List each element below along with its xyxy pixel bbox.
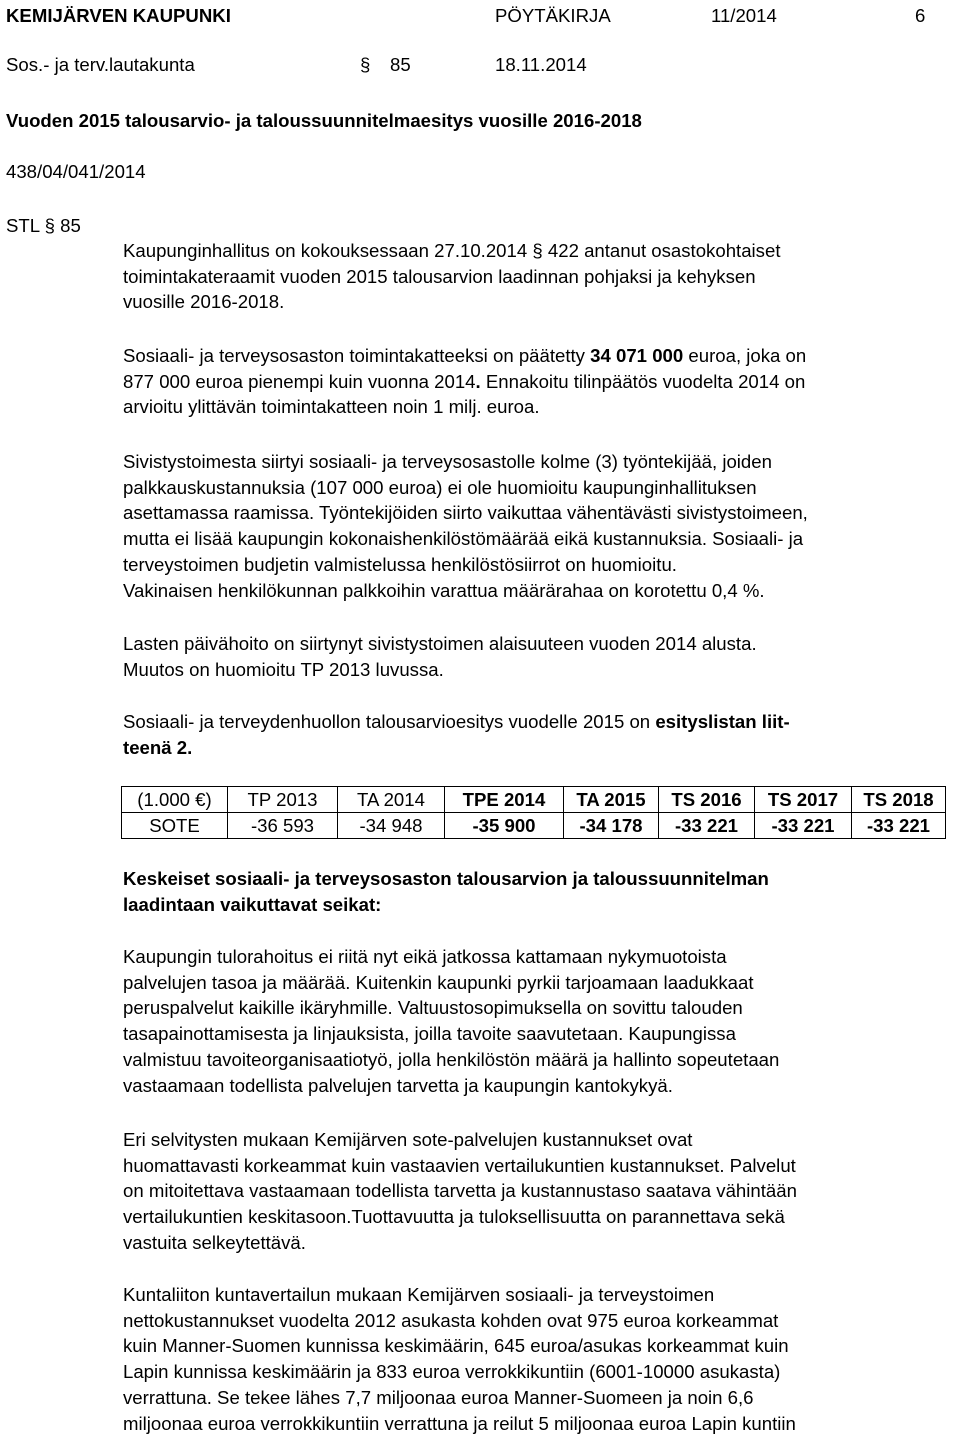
text-line: terveystoimen budjetin valmistelussa henkilöstösiirrot on huomioitu. [123,553,677,575]
attachment-reference: esityslistan liit- [655,711,790,732]
text-line: valmistuu tavoiteorganisaatiotyö, jolla henkilöstön määrä ja hallinto sopeutetaan [123,1048,780,1070]
text-line: vertailukuntien keskitasoon.Tuottavuutta ja tuloksellisuutta on parannettava sekä [123,1206,785,1228]
text-line: mutta ei lisää kaupungin kokonaishenkilöstömäärää eikä kustannuksia. Sosiaali- ja [123,528,804,550]
text-line: Kaupungin tulorahoitus ei riitä nyt eikä jatkossa kattamaan nykymuotoista [123,946,727,967]
text-line: vuosille 2016-2018. [123,291,285,313]
text-line: Lapin kunnissa keskimäärin ja 833 euroa verrokkikuntiin (6001-10000 asukasta) [123,1361,781,1383]
table-header-cell: TP 2013 [228,787,338,813]
table-header-cell: TPE 2014 [445,787,564,813]
table-cell: SOTE [122,813,228,839]
organization-name: KEMIJÄRVEN KAUPUNKI [6,5,231,26]
table-header-cell: TA 2015 [564,787,659,813]
section-number: 85 [390,54,411,75]
table-cell: -36 593 [228,813,338,839]
text-line: palvelujen tasoa ja määrää. Kuitenkin kaupunki pyrkii tarjoamaan laadukkaat [123,971,754,993]
paragraph-budget-frames [123,238,953,315]
budget-table [121,786,946,839]
text-line: Sivistystoimesta siirtyi sosiaali- ja terveysosastolle kolme (3) työntekijää, joiden [123,451,772,472]
stl-section-symbol: § [44,215,55,236]
table-cell: -35 900 [445,813,564,839]
text-run: Ennakoitu tilinpäätös vuodelta 2014 on [480,370,806,392]
text-line: palkkauskustannuksia (107 000 euroa) ei ole huomioitu kaupunginhallituksen [123,476,757,498]
paragraph-municipal-comparison [123,1282,953,1436]
section-symbol: § [532,240,543,261]
text-line: arvioitu ylittävän toimintakatteen noin 1 milj. euroa. [123,396,540,418]
text-line: Vakinaisen henkilökunnan palkkoihin varattua määrärahaa on korotettu 0,4 %. [123,579,765,601]
text-line: verrattuna. Se tekee lähes 7,7 miljoonaa euroa Manner-Suomeen ja noin 6,6 [123,1386,754,1408]
table-header-cell: TS 2017 [755,787,852,813]
text-line: vastuita selkeytettävä. [123,1231,306,1253]
text-run: Sosiaali- ja terveydenhuollon talousarvioesitys vuodelle 2015 on [123,711,656,732]
text-line: asettamassa raamissa. Työntekijöiden siirto vaikuttaa vähentävästi sivistystoimeen, [123,502,808,524]
text-line: kuin Manner-Suomen kunnissa keskimäärin, 645 euroa/asukas korkeammat kuin [123,1335,789,1357]
text-run: . [475,370,481,392]
text-line: Lasten päivähoito on siirtynyt sivistystoimen alaisuuteen vuoden 2014 alusta. [123,633,757,654]
table-cell: -34 948 [338,813,445,839]
document-number: 11/2014 [711,5,777,26]
text-line: toimintakateraamit vuoden 2015 talousarvion laadinnan pohjaksi ja kehyksen [123,265,756,287]
text-run: euroa, joka on [683,345,807,366]
section-symbol: § [360,54,371,75]
text-line: miljoonaa euroa verrokkikuntiin verrattuna ja reilut 5 miljoonaa euroa Lapin kuntiin [123,1412,796,1434]
table-header-cell: TS 2018 [852,787,946,813]
stl-label [6,213,81,239]
paragraph-staff-transfer [123,449,953,603]
text-line: nettokustannukset vuodelta 2012 asukasta kohden ovat 975 euroa korkeammat [123,1309,779,1331]
attachment-reference-cont: teenä 2. [123,736,193,758]
table-cell: -33 221 [659,813,755,839]
text-run: 877 000 euroa pienempi kuin vuonna 2014 [123,370,476,392]
page-number: 6 [915,5,926,26]
table-cell: -33 221 [852,813,946,839]
text-line: vastaamaan todellista palvelujen tarvetta ja kaupungin kantokykyä. [123,1074,673,1096]
page-title: Vuoden 2015 talousarvio- ja taloussuunnitelmaesitys vuosille 2016-2018 [6,110,642,131]
paragraph-cost-studies [123,1127,953,1256]
heading-line: Keskeiset sosiaali- ja terveysosaston talousarvion ja taloussuunnitelman [123,868,769,889]
reference-number: 438/04/041/2014 [6,161,146,182]
text-line: tasapainottamisesta ja linjauksista, joilla tavoite saavutetaan. Kaupungissa [123,1023,736,1045]
stl-number: 85 [60,215,81,236]
operating-margin-amount: 34 071 000 [590,345,684,366]
table-header-cell: (1.000 €) [122,787,228,813]
table-row [122,813,946,839]
committee-name: Sos.- ja terv.lautakunta [6,54,195,75]
document-type: PÖYTÄKIRJA [495,5,611,26]
table-cell: -34 178 [564,813,659,839]
text-run: Kaupunginhallitus on kokouksessaan 27.10.2014 [123,240,533,261]
text-run: 422 antanut osastokohtaiset [542,240,781,261]
paragraph-daycare [123,631,953,682]
paragraph-financing [123,944,953,1098]
meeting-date: 18.11.2014 [495,54,587,75]
paragraph-budget-proposal [123,709,953,760]
table-header-cell: TS 2016 [659,787,755,813]
table-cell: -33 221 [755,813,852,839]
paragraph-operating-margin [123,343,953,420]
text-line: Muutos on huomioitu TP 2013 luvussa. [123,658,444,680]
text-run: Sosiaali- ja terveysosaston toimintakatteeksi on päätetty [123,345,591,366]
text-line: Kuntaliiton kuntavertailun mukaan Kemijärven sosiaali- ja terveystoimen [123,1284,715,1305]
stl-text: STL [6,215,40,236]
section-heading [123,866,953,917]
text-line: huomattavasti korkeammat kuin vastaavien vertailukuntien kustannukset. Palvelut [123,1154,796,1176]
text-line: Eri selvitysten mukaan Kemijärven sote-palvelujen kustannukset ovat [123,1129,693,1150]
table-header-cell: TA 2014 [338,787,445,813]
text-line: on mitoitettava vastaamaan todellista tarvetta ja kustannustaso saatava vähintään [123,1180,797,1202]
table-header-row [122,787,946,813]
heading-line: laadintaan vaikuttavat seikat: [123,893,382,915]
text-line: peruspalvelut kaikille ikäryhmille. Valtuustosopimuksella on sovittu talouden [123,997,743,1019]
